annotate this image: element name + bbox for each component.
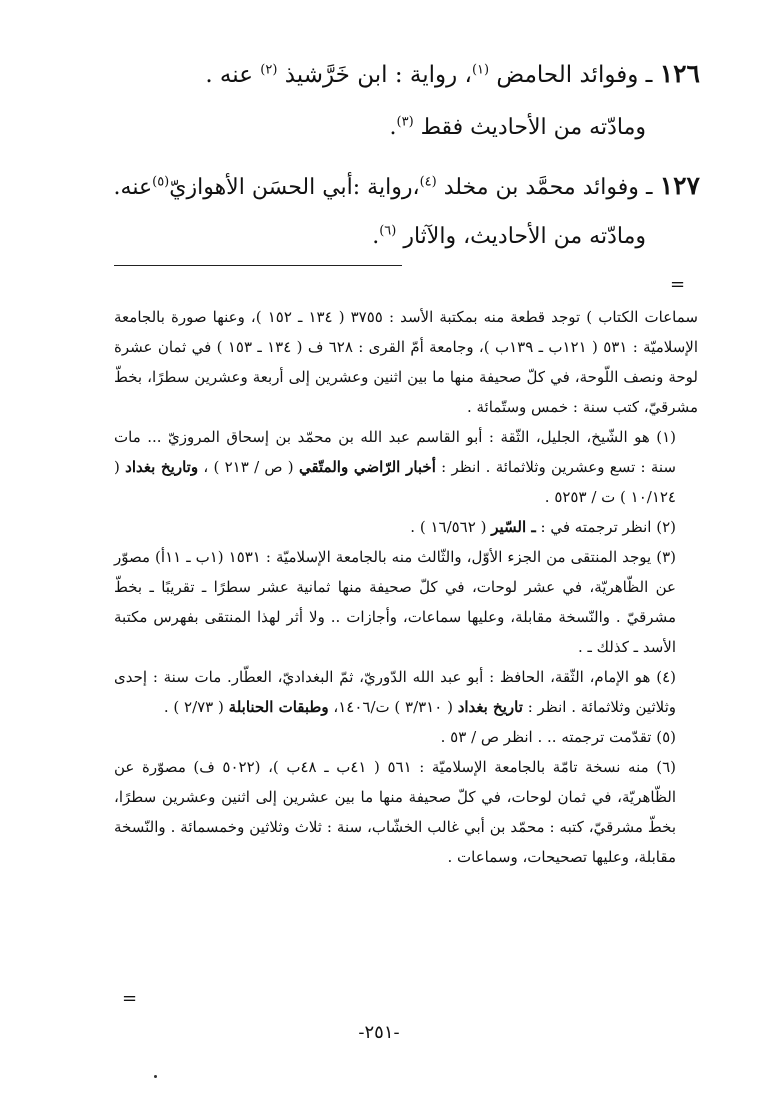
- entry-text: عنه.: [113, 175, 153, 200]
- footnote-ref-4: (٤): [419, 174, 437, 190]
- entry-text: عنه .: [205, 62, 253, 88]
- entry-text: وفوائد محمَّد بن مخلد: [443, 175, 639, 200]
- entry-text: ،رواية :أبي الحسَن الأهوازيّ: [169, 175, 420, 200]
- footnote-ref-3: (٣): [396, 114, 414, 130]
- entry-dash: ـ: [645, 175, 653, 200]
- footnote-ref-2: (٢): [260, 62, 278, 78]
- book-title: وطبقات الحنابلة: [228, 698, 329, 716]
- continuation-mark: =: [670, 274, 686, 295]
- book-title: أخبار الرّاضي والمتّقي: [298, 458, 436, 476]
- entry-number: ١٢٧: [659, 171, 700, 200]
- footnote-continuation: سماعات الكتاب ) توجد قطعة منه بمكتبة الأسد : ٣٧٥٥ ( ١٣٤ ـ ١٥٢ )، وعنها صورة بالجامعة الإسلاميّة : ٥٣١ ( ١٢١ب ـ ١٣٩ب )، وجامعة أمّ القرى : ٦٢٨ ف ( ١٣٤ ـ ١٥٣ ) في ثمان عشرة لوحة ونصف اللّوحة، في كلّ صحيفة منها ما بين اثنين وعشرين إلى أربعة وعشرين سطرًا، بخطّ مشرقيّ، كتب سنة : خمس وستّمائة .: [114, 308, 698, 416]
- entry-text: ، رواية : ابن خَرَّشيذ: [284, 62, 472, 88]
- entry-127: [40, 160, 700, 213]
- footnote-6: (٦) منه نسخة تامّة بالجامعة الإسلاميّة : ٥٦١ ( ٤١ب ـ ٤٨ب )، (٥٠٢٢ ف) مصوّرة عن الظّاهريّة، في ثمان لوحات، في كلّ صحيفة منها ما بين عشرين إلى اثنين وعشرين سطرًا، بخطّ مشرقيّ، كتبه : محمّد بن أبي غالب الخشّاب، سنة : ثلاث وثلاثين وخمسمائة . والنّسخة مقابلة، وعليها تصحيحات، وسماعات .: [114, 758, 676, 866]
- book-title: تاريخ بغداد: [457, 698, 523, 716]
- entry-number: ١٢٦: [659, 59, 700, 88]
- book-title: وتاريخ بغداد: [125, 458, 199, 476]
- footnote-ref-6: (٦): [379, 223, 397, 239]
- scan-speck: [154, 1075, 157, 1078]
- page-number: -٢٥١-: [358, 1022, 400, 1043]
- footnote-4: (٤) هو الإمام، الثّقة، الحافظ : أبو عبد الله الدّوريّ، ثمّ البغداديّ، العطّار. مات سنة : إحدى وثلاثين وثلاثمائة . انظر : تاريخ بغداد ( ٣/٣١٠ ) ت/١٤٠٦، وطبقات الحنابلة ( ٢/٧٣ ) .: [114, 668, 676, 716]
- entry-text: وفوائد الحامض: [496, 62, 639, 88]
- entry-dash: ـ: [645, 62, 653, 88]
- entry-127-content: ومادّته من الأحاديث، والآثار $^{(٦)}$.: [372, 223, 646, 249]
- entry-126: [40, 48, 700, 101]
- footnote-ref-1: (١): [471, 62, 490, 78]
- footnotes: [114, 302, 698, 872]
- continuation-mark: =: [122, 988, 138, 1009]
- footnote-1: (١) هو الشّيخ، الجليل، الثّقة : أبو القاسم عبد الله بن محمّد بن إسحاق المروزيّ ... مات سنة : تسع وعشرين وثلاثمائة . انظر : أخبار الرّاضي والمتّقي ( ص / ٢١٣ ) ، وتاريخ بغداد ( ١٠/١٢٤ ) ت / ٥٢٥٣ .: [114, 428, 676, 506]
- entry-126-content: ومادّته من الأحاديث فقط $^{(٣)}$.: [389, 114, 646, 140]
- book-title: ـ السّير: [491, 518, 536, 536]
- footnote-separator: [114, 265, 402, 266]
- footnote-2: (٢) انظر ترجمته في : ـ السّير ( ١٦/٥٦٢ ) .: [410, 518, 676, 536]
- footnote-ref-5: (٥): [152, 174, 170, 190]
- footnote-3: (٣) يوجد المنتقى من الجزء الأوّل، والثّالث منه بالجامعة الإسلاميّة : ١٥٣١ (١ب ـ ١١أ) مصوّر عن الظّاهريّة، في عشر لوحات، في كلّ صحيفة منها ثمانية عشر سطرًا ـ تقريبًا ـ بخطّ مشرقيّ . والنّسخة مقابلة، وعليها سماعات، وأجازات .. ولا أثر لهذا المنتقى بفهرس مكتبة الأسد ـ كذلك ـ .: [114, 548, 676, 656]
- footnote-5: (٥) تقدّمت ترجمته .. . انظر ص / ٥٣ .: [440, 728, 676, 746]
